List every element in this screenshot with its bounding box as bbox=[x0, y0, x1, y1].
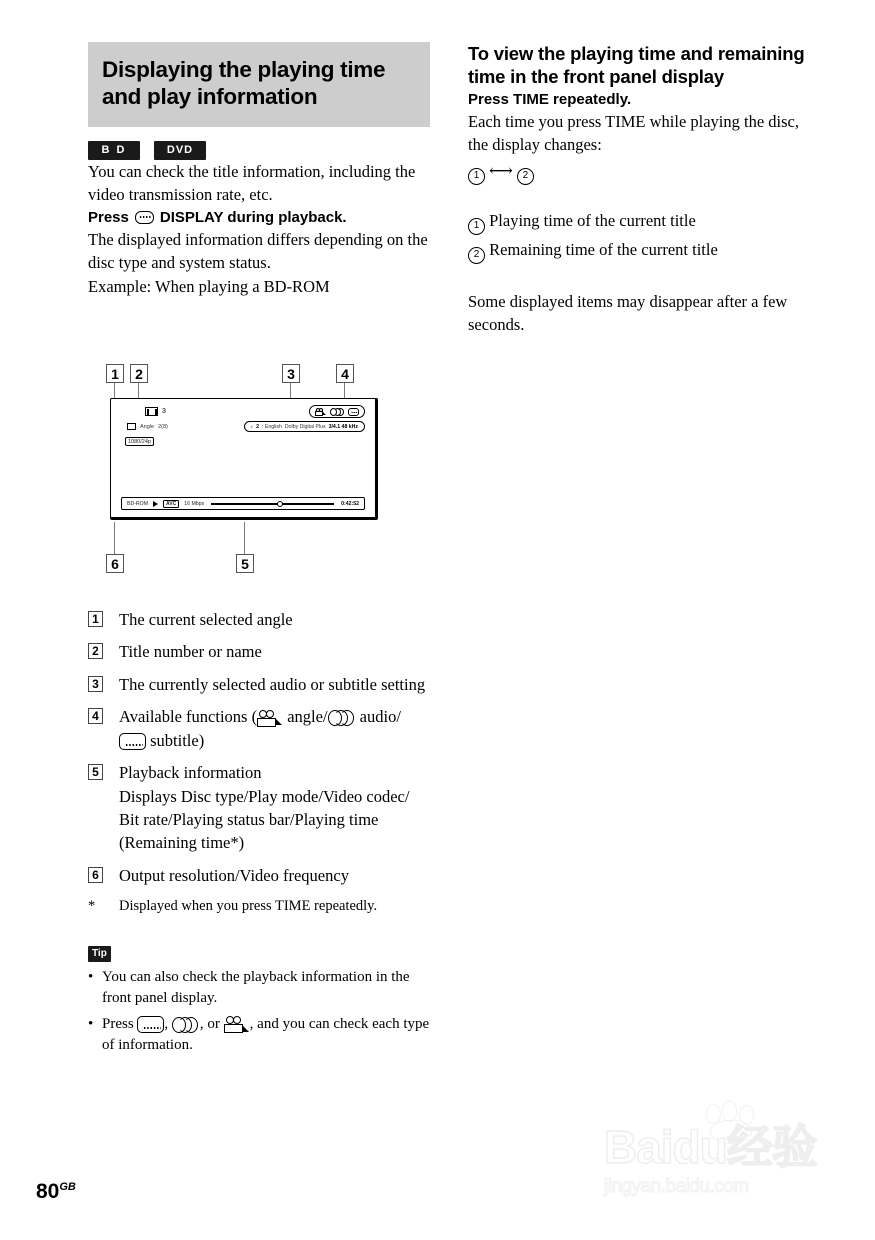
osd-video-codec: AVC bbox=[163, 500, 179, 508]
tip-text-1: You can also check the playback information in the front panel display. bbox=[102, 968, 410, 1006]
audio-icon bbox=[328, 710, 356, 726]
osd-audio-info bbox=[244, 421, 365, 432]
osd-available-functions bbox=[309, 405, 365, 418]
osd-title-number: 3 bbox=[162, 408, 166, 415]
subtitle-icon bbox=[137, 1016, 164, 1033]
osd-audio-codec: Dolby Digital Plus bbox=[284, 423, 326, 430]
baidu-watermark bbox=[604, 1098, 844, 1206]
legend-item-2 bbox=[88, 640, 438, 663]
tv-screen-mockup bbox=[110, 398, 378, 520]
legend-text-1: The current selected angle bbox=[119, 610, 293, 629]
tip-text-2-post: , and you can check each type of information. bbox=[102, 1016, 430, 1054]
watermark-main bbox=[604, 1121, 844, 1173]
osd-audio-track-num: 2 bbox=[256, 423, 260, 430]
legend-text-4-pre: Available functions ( bbox=[119, 707, 258, 727]
osd-title-row bbox=[145, 407, 166, 416]
legend-text-5-line3: (Remaining time*) bbox=[119, 833, 245, 853]
intro-paragraph: You can check the title information, including the video transmission rate, etc. bbox=[88, 161, 416, 205]
lead-line-5 bbox=[244, 522, 245, 554]
legend-num-4: 4 bbox=[88, 708, 103, 724]
paw-icon bbox=[700, 1100, 762, 1142]
legend-text-2: Title number or name bbox=[119, 642, 262, 662]
definition-2-text: Remaining time of the current title bbox=[489, 239, 718, 259]
legend-text-5-title: Playback information bbox=[119, 763, 262, 783]
page-number-suffix: GB bbox=[59, 1181, 76, 1193]
osd-disc-type: BD-ROM bbox=[127, 500, 149, 507]
section-header bbox=[88, 42, 430, 127]
subtitle-icon bbox=[119, 733, 146, 750]
watermark-sub: jingyan.baidu.com bbox=[604, 1176, 749, 1197]
callout-6: 6 bbox=[106, 554, 124, 573]
legend-num-2: 2 bbox=[88, 643, 103, 659]
tip-sep-2: , or bbox=[199, 1016, 224, 1033]
legend-text-4-angle: angle/ bbox=[287, 707, 328, 727]
tip-item-2 bbox=[88, 1014, 438, 1057]
note-icon: ♪ bbox=[250, 423, 254, 430]
play-icon bbox=[153, 501, 158, 507]
legend-item-1 bbox=[88, 608, 438, 631]
footnote-row bbox=[88, 896, 438, 916]
legend-num-6: 6 bbox=[88, 867, 103, 883]
tip-sep-1: , bbox=[164, 1016, 172, 1033]
note-paragraph: Some displayed items may disappear after a few seconds. bbox=[468, 291, 788, 335]
legend-num-1: 1 bbox=[88, 611, 103, 627]
playing-status-bar[interactable] bbox=[211, 503, 334, 505]
legend-text-5 bbox=[119, 761, 409, 855]
definition-1 bbox=[468, 209, 820, 235]
legend-text-4-audio: audio/ bbox=[359, 707, 401, 727]
page-title: Displaying the playing time and play information bbox=[102, 57, 386, 110]
angle-icon bbox=[315, 408, 326, 416]
angle-box-icon bbox=[127, 423, 136, 430]
tip-section bbox=[88, 943, 438, 1057]
circled-2: 2 bbox=[468, 247, 485, 264]
progress-knob[interactable] bbox=[277, 501, 283, 507]
legend-num-5: 5 bbox=[88, 764, 103, 780]
legend-list bbox=[88, 608, 438, 1057]
tip-text-2 bbox=[102, 1014, 438, 1057]
legend-item-4 bbox=[88, 705, 438, 752]
example-caption: Example: When playing a BD-ROM bbox=[88, 276, 330, 296]
tip-label: Tip bbox=[88, 946, 111, 962]
osd-playing-time: 0:42:52 bbox=[341, 500, 359, 507]
footnote-text: Displayed when you press TIME repeatedly. bbox=[119, 898, 378, 915]
film-icon bbox=[145, 407, 158, 416]
page-number bbox=[36, 1181, 76, 1202]
angle-icon bbox=[257, 710, 283, 727]
left-column bbox=[88, 42, 430, 298]
osd-diagram bbox=[88, 360, 430, 595]
press-time-instruction: Press TIME repeatedly. bbox=[468, 90, 632, 108]
legend-text-5-line1: Displays Disc type/Play mode/Video codec/ bbox=[119, 786, 410, 806]
callout-1: 1 bbox=[106, 364, 124, 383]
circled-1: 1 bbox=[468, 168, 485, 185]
each-time-paragraph: Each time you press TIME while playing the disc, the display changes: bbox=[468, 111, 799, 155]
definition-2 bbox=[468, 238, 820, 264]
osd-audio-language: : English bbox=[262, 423, 282, 430]
bd-badge: B D bbox=[88, 141, 140, 160]
osd-status-bar bbox=[121, 497, 365, 510]
tip-bullet: • bbox=[88, 1016, 94, 1033]
callout-2: 2 bbox=[130, 364, 148, 383]
osd-audio-format: 3/4.1 48 kHz bbox=[328, 423, 358, 430]
display-icon bbox=[135, 211, 154, 224]
subtitle-icon bbox=[348, 408, 359, 416]
osd-bitrate: 16 Mbps bbox=[184, 500, 205, 507]
page-number-value: 80 bbox=[36, 1180, 60, 1203]
legend-item-5 bbox=[88, 761, 438, 855]
audio-icon bbox=[330, 408, 344, 416]
legend-text-6: Output resolution/Video frequency bbox=[119, 865, 349, 885]
right-column bbox=[468, 42, 820, 337]
legend-text-3: The currently selected audio or subtitle setting bbox=[119, 674, 426, 694]
legend-num-3: 3 bbox=[88, 676, 103, 692]
callout-3: 3 bbox=[282, 364, 300, 383]
legend-text-5-line2: Bit rate/Playing status bar/Playing time bbox=[119, 809, 379, 829]
right-heading: To view the playing time and remaining time in the front panel display bbox=[468, 43, 805, 88]
legend-item-3 bbox=[88, 673, 438, 696]
watermark-cn: 经验 bbox=[726, 1121, 817, 1173]
press-display-prefix: Press bbox=[88, 208, 129, 226]
legend-text-4-subtitle: subtitle) bbox=[150, 730, 205, 750]
differs-paragraph: The displayed information differs depending on the disc type and system status. bbox=[88, 229, 428, 273]
osd-angle-label: Angle bbox=[140, 423, 155, 430]
circled-1: 1 bbox=[468, 218, 485, 235]
toggle-row bbox=[468, 159, 820, 185]
tip-text-2-pre: Press bbox=[102, 1016, 134, 1033]
tip-item-1 bbox=[88, 967, 438, 1010]
callout-4: 4 bbox=[336, 364, 354, 383]
dvd-badge: DVD bbox=[154, 141, 206, 160]
press-display-suffix: DISPLAY during playback. bbox=[159, 208, 347, 226]
circled-2: 2 bbox=[517, 168, 534, 185]
callout-5: 5 bbox=[236, 554, 254, 573]
watermark-brand: Baidu bbox=[604, 1121, 727, 1173]
audio-icon bbox=[172, 1017, 200, 1033]
toggle-arrow-icon: ⟷ bbox=[489, 160, 513, 180]
tip-bullet: • bbox=[88, 968, 94, 985]
osd-angle-value: 2(8) bbox=[158, 423, 168, 430]
osd-angle-row bbox=[127, 423, 168, 430]
lead-line-6 bbox=[114, 522, 115, 554]
angle-icon bbox=[224, 1016, 250, 1033]
definition-1-text: Playing time of the current title bbox=[489, 210, 696, 230]
legend-text-4 bbox=[119, 705, 401, 752]
disc-badge-row bbox=[88, 141, 430, 160]
press-display-instruction bbox=[88, 207, 430, 228]
legend-item-6 bbox=[88, 864, 438, 887]
footnote-marker: * bbox=[88, 898, 96, 915]
osd-resolution: 1080/24p bbox=[125, 437, 154, 446]
